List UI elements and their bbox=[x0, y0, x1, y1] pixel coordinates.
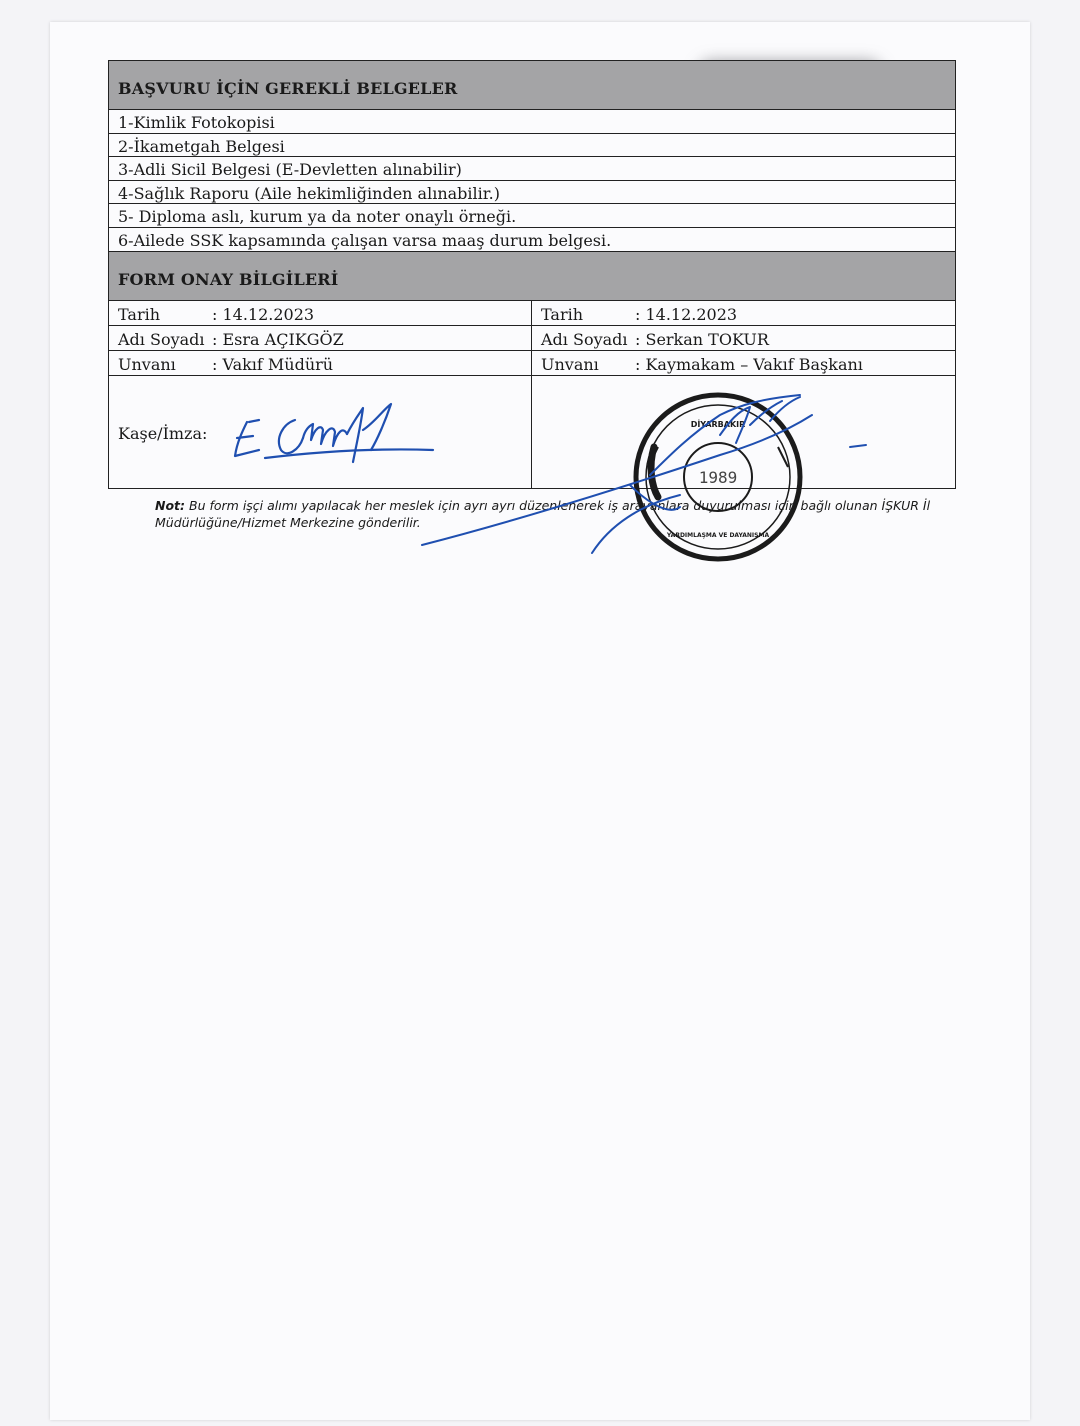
seal-top-text: DİYARBAKIR bbox=[690, 420, 746, 429]
left-name-row bbox=[109, 326, 531, 351]
right-date-row bbox=[532, 301, 955, 326]
application-form bbox=[108, 60, 956, 489]
stamp-signature-label: Kaşe/İmza: bbox=[118, 424, 208, 444]
form-note bbox=[155, 497, 935, 531]
right-name-row bbox=[532, 326, 955, 351]
seal-bottom-text: YARDIMLAŞMA VE DAYANIŞMA bbox=[666, 532, 770, 539]
seal-year: 1989 bbox=[698, 468, 738, 487]
note-label: Not: bbox=[155, 498, 186, 513]
date-value: : 14.12.2023 bbox=[635, 304, 738, 324]
left-signature-area bbox=[109, 376, 531, 488]
requirement-item: 1-Kimlik Fotokopisi bbox=[109, 110, 955, 134]
right-signature-area bbox=[532, 376, 955, 488]
date-label: Tarih bbox=[541, 304, 584, 324]
title-label: Unvanı bbox=[541, 354, 599, 374]
name-value: : Serkan TOKUR bbox=[635, 329, 769, 349]
requirement-item: 3-Adli Sicil Belgesi (E-Devletten alınabilir) bbox=[109, 157, 955, 181]
name-value: : Esra AÇIKGÖZ bbox=[212, 329, 344, 349]
right-title-row bbox=[532, 351, 955, 376]
approval-right-column bbox=[532, 301, 955, 489]
title-value: : Vakıf Müdürü bbox=[212, 354, 334, 374]
date-value: : 14.12.2023 bbox=[212, 304, 315, 324]
name-label: Adı Soyadı bbox=[541, 329, 628, 349]
approval-header: FORM ONAY BİLGİLERİ bbox=[109, 252, 955, 301]
requirement-item: 6-Ailede SSK kapsamında çalışan varsa maaş durum belgesi. bbox=[109, 228, 955, 252]
requirement-item: 4-Sağlık Raporu (Aile hekimliğinden alınabilir.) bbox=[109, 181, 955, 205]
left-title-row bbox=[109, 351, 531, 376]
requirement-item: 2-İkametgah Belgesi bbox=[109, 134, 955, 158]
requirements-header: BAŞVURU İÇİN GEREKLİ BELGELER bbox=[109, 61, 955, 110]
note-text: Bu form işçi alımı yapılacak her meslek için ayrı ayrı düzenlenerek iş arayanlara duyurulması için bağlı olunan İŞKUR İl Müdürlüğüne/Hizmet Merkezine gönderilir. bbox=[155, 498, 931, 530]
title-value: : Kaymakam – Vakıf Başkanı bbox=[635, 354, 863, 374]
approval-left-column bbox=[109, 301, 532, 489]
title-label: Unvanı bbox=[118, 354, 176, 374]
requirement-item: 5- Diploma aslı, kurum ya da noter onaylı örneği. bbox=[109, 204, 955, 228]
name-label: Adı Soyadı bbox=[118, 329, 205, 349]
left-date-row bbox=[109, 301, 531, 326]
date-label: Tarih bbox=[118, 304, 161, 324]
approval-table bbox=[109, 301, 955, 489]
